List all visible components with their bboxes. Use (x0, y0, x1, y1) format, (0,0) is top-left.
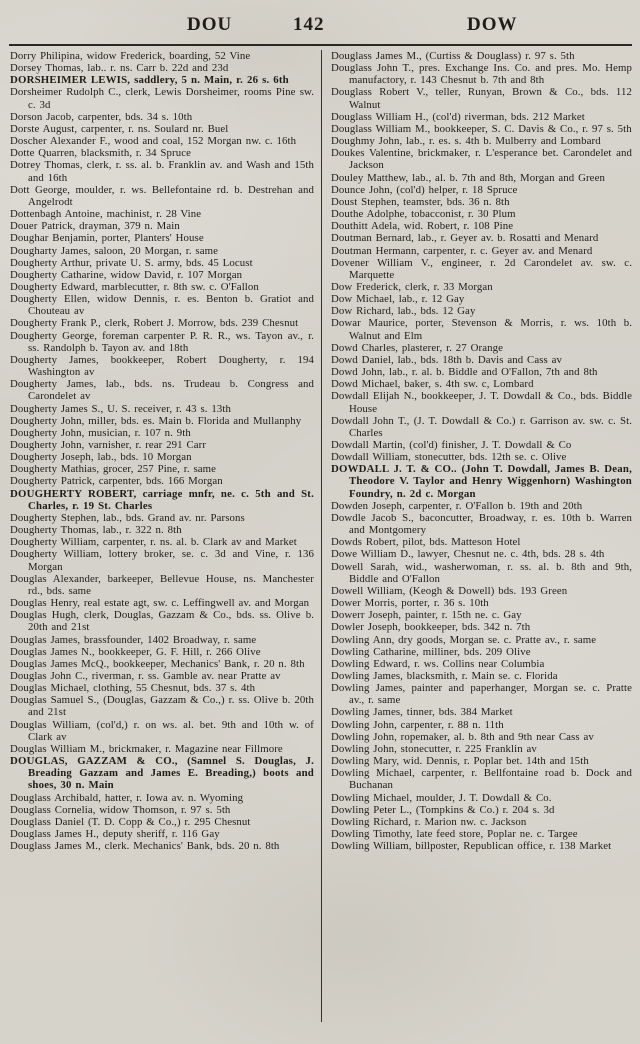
directory-entry: Douthe Adolphe, tobacconist, r. 30 Plum (331, 208, 516, 221)
directory-entry: Dougherty William, carpenter, r. ns. al. b. Clark av and Market (10, 536, 297, 549)
right-column (321, 50, 632, 1022)
directory-entry: Dowling Edward, r. ws. Collins near Columbia (331, 657, 545, 670)
header-right-guide-word: DOW (467, 14, 518, 35)
directory-entry: Douglas William, (col'd,) r. on ws. al. bet. 9th and 10th w. of Clark av (10, 718, 314, 743)
directory-entry: Dowling Michael, moulder, J. T. Dowdall & Co. (331, 791, 552, 804)
directory-entry: Dougherty Joseph, lab., bds. 10 Morgan (10, 451, 192, 464)
directory-entry: Doughmy John, lab., r. es. s. 4th b. Mulberry and Lombard (331, 135, 601, 148)
directory-entry: Dott George, moulder, r. ws. Bellefontaine rd. b. Destrehan and Angelrodt (10, 183, 314, 208)
directory-entry: Douglass Archibald, hatter, r. Iowa av. n. Wyoming (10, 791, 244, 804)
directory-entry: Douglass Cornelia, widow Thomson, r. 97 s. 5th (10, 803, 231, 816)
directory-entry: Dow Richard, lab., bds. 12 Gay (331, 305, 476, 318)
directory-entry: Douglas James, brassfounder, 1402 Broadway, r. same (10, 633, 257, 646)
directory-entry: Dotrey Thomas, clerk, r. ss. al. b. Franklin av. and Wash and 15th and 16th (10, 159, 314, 184)
directory-entry: Dowdle Jacob S., baconcutter, Broadway, r. es. 10th b. Warren and Montgomery (331, 511, 632, 537)
directory-entry: DOWDALL J. T. & CO.. (John T. Dowdall, James B. Dean, Theodore V. Taylor and Henry Wiggenhorn) Washington Foundry, n. 2d c. Morgan (331, 463, 632, 500)
directory-entry: Dowd Daniel, lab., bds. 18th b. Davis and Cass av (331, 353, 563, 366)
directory-entry: Dowler Joseph, bookkeeper, bds. 342 n. 7th (331, 621, 531, 634)
directory-entry: Dowdall John T., (J. T. Dowdall & Co.) r. Garrison av. sw. c. St. Charles (331, 414, 632, 439)
left-column (10, 50, 321, 1035)
directory-entry: Dougherty Stephen, lab., bds. Grand av. nr. Parsons (10, 511, 245, 524)
directory-entry: Dougherty Thomas, lab., r. 322 n. 8th (10, 524, 182, 537)
directory-entry: Douglas Henry, real estate agt, sw. c. Leffingwell av. and Morgan (10, 597, 310, 610)
directory-entry: Dowd Charles, plasterer, r. 27 Orange (331, 341, 503, 354)
directory-entry: Dowd Michael, baker, s. 4th sw. c, Lombard (331, 378, 534, 391)
directory-entry: Dowling Timothy, late feed store, Poplar ne. c. Targee (331, 828, 578, 840)
directory-entry: Douglass James H., deputy sheriff, r. 116 Gay (10, 828, 220, 840)
directory-entry: Dowling James, painter and paperhanger, Morgan se. c. Pratte av., r. same (331, 682, 632, 707)
directory-entry: Dougherty Patrick, carpenter, bds. 166 Morgan (10, 475, 223, 488)
directory-entry: Douglas Michael, clothing, 55 Chesnut, bds. 37 s. 4th (10, 682, 256, 695)
directory-entry: Dottenbagh Antoine, machinist, r. 28 Vine (10, 208, 202, 221)
directory-entry: Dougherty John, musician, r. 107 n. 9th (10, 426, 191, 439)
directory-entry: Dowell William, (Keogh & Dowell) bds. 193 Green (331, 584, 568, 597)
directory-entry: Dowling William, billposter, Republican office, r. 138 Market (331, 840, 612, 853)
directory-entry: Dorsey Thomas, lab.. r. ns. Carr b. 22d and 23d (10, 62, 229, 75)
directory-entry: Dougherty Edward, marblecutter, r. 8th sw. c. O'Fallon (10, 280, 259, 293)
directory-entry: Dowling John, ropemaker, al. b. 8th and 9th near Cass av (331, 730, 594, 743)
directory-entry: Dougherty James, bookkeeper, Robert Dougherty, r. 194 Washington av (10, 353, 314, 379)
directory-entry: Dougherty Mathias, grocer, 257 Pine, r. same (10, 463, 217, 476)
directory-entry: DORSHEIMER LEWIS, saddlery, 5 n. Main, r. 26 s. 6th (10, 74, 289, 87)
directory-entry: Dorry Philipina, widow Frederick, boarding, 52 Vine (10, 50, 251, 62)
header-page-number: 142 (293, 14, 325, 35)
directory-entry: Dowling John, carpenter, r. 88 n. 11th (331, 718, 504, 731)
directory-entry: Douglass William H., (col'd) riverman, bds. 212 Market (331, 110, 585, 123)
directory-entry: Dowling Ann, dry goods, Morgan se. c. Pratte av., r. same (331, 633, 597, 646)
directory-entry: Dougherty John, varnisher, r. rear 291 Carr (10, 439, 207, 451)
directory-entry: Dougherty Arthur, private U. S. army, bds. 45 Locust (10, 256, 253, 269)
directory-columns (10, 50, 632, 1035)
directory-entry: DOUGLAS, GAZZAM & CO., (Samnel S. Douglas, J. Breading Gazzam and James E. Breading,) boots and shoes, 30 n. Main (10, 755, 314, 792)
directory-entry: Dowell Sarah, wid., washerwoman, r. ss. al. b. 8th and 9th, Biddle and O'Fallon (331, 560, 632, 585)
directory-entry: Douglass John T., pres. Exchange Ins. Co. and pres. Mo. Hemp manufactory, r. 143 Chesnut b. 7th and 8th (331, 62, 632, 87)
directory-entry: Douglas John C., riverman, r. ss. Gamble av. near Pratte av (10, 669, 281, 682)
directory-entry: Douer Patrick, drayman, 379 n. Main (10, 220, 180, 233)
directory-entry: Dowling James, tinner, bds. 384 Market (331, 706, 513, 719)
directory-entry: Douglas Alexander, barkeeper, Bellevue House, ns. Manchester rd., bds. same (10, 572, 314, 597)
directory-entry: Douley Matthew, lab., al. b. 7th and 8th, Morgan and Green (331, 171, 605, 184)
directory-entry: Douglass Daniel (T. D. Copp & Co.,) r. 295 Chesnut (10, 815, 251, 828)
directory-entry: Dowling John, stonecutter, r. 225 Franklin av (331, 742, 537, 755)
directory-entry: Dougherty William, lottery broker, se. c. 3d and Vine, r. 136 Morgan (10, 548, 314, 573)
directory-entry: Dowling Peter L., (Tompkins & Co.) r. 204 s. 3d (331, 803, 555, 816)
directory-entry: Dowden Joseph, carpenter, r. O'Fallon b. 19th and 20th (331, 499, 583, 512)
directory-entry: Dougherty James S., U. S. receiver, r. 43 s. 13th (10, 402, 231, 415)
directory-entry: Dorson Jacob, carpenter, bds. 34 s. 10th (10, 110, 193, 123)
directory-entry: Dowdall William, stonecutter, bds. 12th se. c. Olive (331, 451, 567, 464)
directory-entry: Dovener William V., engineer, r. 2d Carondelet av. sw. c. Marquette (331, 256, 632, 281)
directory-entry: Dotte Quarren, blacksmith, r. 34 Spruce (10, 147, 192, 160)
directory-entry: Dowd John, lab., r. al. b. Biddle and O'Fallon, 7th and 8th (331, 366, 598, 379)
directory-entry: Doukes Valentine, brickmaker, r. L'esperance bet. Carondelet and Jackson (331, 147, 632, 172)
directory-entry: Douglass William M., bookkeeper, S. C. Davis & Co., r. 97 s. 5th (331, 122, 632, 135)
directory-entry: Dougherty Catharine, widow David, r. 107 Morgan (10, 268, 243, 281)
directory-entry: Douthitt Adela, wid. Robert, r. 108 Pine (331, 220, 514, 233)
directory-entry: Dougherty John, miller, bds. es. Main b. Florida and Mullanphy (10, 414, 302, 427)
directory-entry: Douglas William M., brickmaker, r. Magazine near Fillmore (10, 742, 283, 755)
directory-entry: Doutman Hermann, carpenter, r. c. Geyer av. and Menard (331, 244, 593, 257)
directory-entry: Dowe William D., lawyer, Chesnut ne. c. 4th, bds. 28 s. 4th (331, 548, 605, 561)
directory-entry: Doust Stephen, teamster, bds. 36 n. 8th (331, 195, 510, 208)
directory-entry: Dougherty George, foreman carpenter P. R. R., ws. Tayon av., r. ss. Randolph b. Tayon av. and 18th (10, 329, 314, 354)
directory-entry: Dowds Robert, pilot, bds. Matteson Hotel (331, 536, 521, 549)
directory-entry: Douglass Robert V., teller, Runyan, Brown & Co., bds. 112 Walnut (331, 86, 632, 111)
directory-entry: Doughar Benjamin, porter, Planters' House (10, 232, 204, 245)
directory-entry: Dowerr Joseph, painter, r. 15th ne. c. Gay (331, 609, 522, 622)
directory-entry: Dowling James, blacksmith, r. Main se. c. Florida (331, 669, 558, 682)
directory-entry: Dounce John, (col'd) helper, r. 18 Spruce (331, 183, 518, 196)
directory-entry: Dowdall Martin, (col'd) finisher, J. T. Dowdall & Co (331, 439, 572, 451)
directory-entry: Dowling Michael, carpenter, r. Bellfontaine road b. Dock and Buchanan (331, 767, 632, 792)
page-header (0, 14, 640, 38)
directory-entry: Dougherty Frank P., clerk, Robert J. Morrow, bds. 239 Chesnut (10, 317, 299, 330)
directory-entry: Dow Frederick, clerk, r. 33 Morgan (331, 280, 493, 293)
directory-entry: Doutman Bernard, lab., r. Geyer av. b. Rosatti and Menard (331, 232, 599, 245)
directory-entry: Douglass James M., (Curtiss & Douglass) r. 97 s. 5th (331, 50, 575, 62)
directory-entry: Dougharty James, saloon, 20 Morgan, r. same (10, 244, 219, 257)
directory-entry: Dowling Mary, wid. Dennis, r. Poplar bet. 14th and 15th (331, 755, 589, 768)
directory-entry: Doscher Alexander F., wood and coal, 152 Morgan nw. c. 16th (10, 135, 297, 148)
directory-entry: Douglas Samuel S., (Douglas, Gazzam & Co.,) r. ss. Olive b. 20th and 21st (10, 694, 314, 719)
directory-entry: Dower Morris, porter, r. 36 s. 10th (331, 597, 489, 610)
directory-entry: DOUGHERTY ROBERT, carriage mnfr, ne. c. 5th and St. Charles, r. 19 St. Charles (10, 487, 314, 512)
directory-entry: Douglas James N., bookkeeper, G. F. Hill, r. 266 Olive (10, 645, 261, 658)
directory-entry: Douglas James McQ., bookkeeper, Mechanics' Bank, r. 20 n. 8th (10, 657, 305, 670)
directory-entry: Dorsheimer Rudolph C., clerk, Lewis Dorsheimer, rooms Pine sw. c. 3d (10, 86, 314, 111)
directory-entry: Dowling Catharine, milliner, bds. 209 Olive (331, 645, 531, 658)
directory-entry: Douglas Hugh, clerk, Douglas, Gazzam & Co., bds. ss. Olive b. 20th and 21st (10, 609, 314, 634)
header-left-guide-word: DOU (187, 14, 233, 35)
directory-entry: Douglass James M., clerk. Mechanics' Bank, bds. 20 n. 8th (10, 840, 280, 853)
directory-entry: Dougherty James, lab., bds. ns. Trudeau b. Congress and Carondelet av (10, 378, 314, 403)
directory-entry: Dow Michael, lab., r. 12 Gay (331, 293, 465, 306)
header-rule (9, 44, 632, 46)
directory-entry: Dowdall Elijah N., bookkeeper, J. T. Dowdall & Co., bds. Biddle House (331, 390, 632, 415)
directory-entry: Dowling Richard, r. Marion nw. c. Jackson (331, 815, 527, 828)
directory-entry: Dorste August, carpenter, r. ns. Soulard nr. Buel (10, 122, 229, 135)
directory-entry: Dowar Maurice, porter, Stevenson & Morris, r. ws. 10th b. Walnut and Elm (331, 317, 632, 342)
directory-entry: Dougherty Ellen, widow Dennis, r. es. Benton b. Gratiot and Chouteau av (10, 293, 314, 318)
